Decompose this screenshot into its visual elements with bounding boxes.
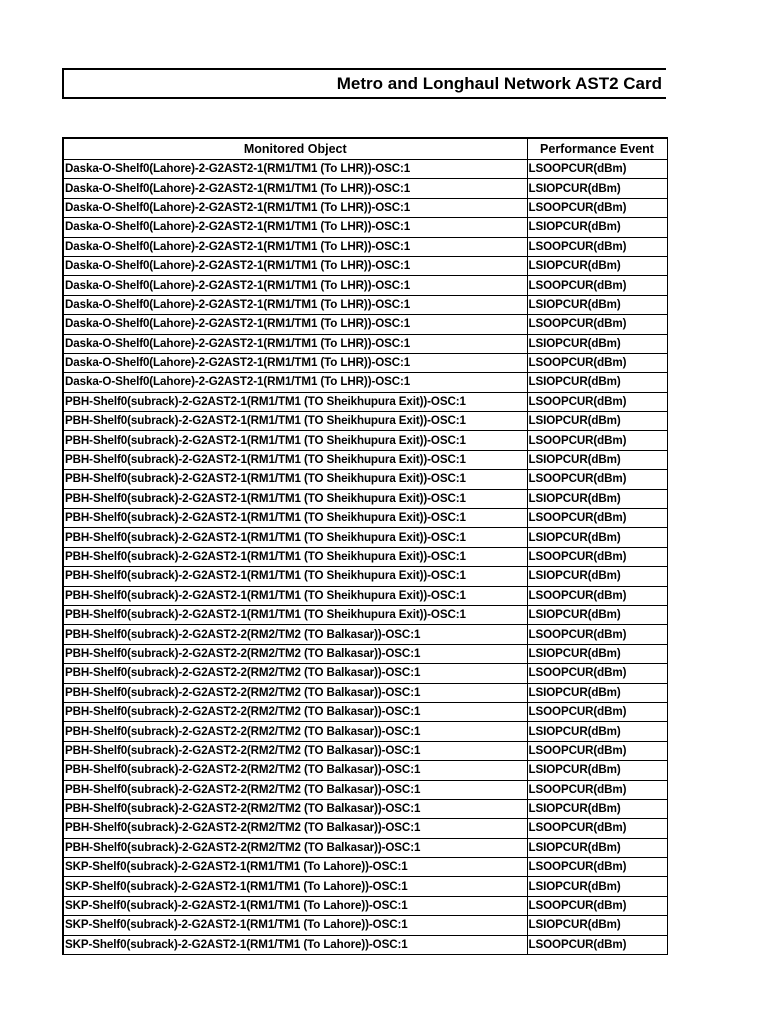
table-row	[63, 761, 667, 780]
table-row	[63, 160, 667, 179]
performance-event-cell: LSIOPCUR(dBm)	[527, 528, 667, 547]
performance-event-cell: LSOOPCUR(dBm)	[527, 780, 667, 799]
monitored-object-cell: PBH-Shelf0(subrack)-2-G2AST2-1(RM1/TM1 (TO Sheikhupura Exit))-OSC:1	[63, 470, 527, 489]
performance-event-cell: LSIOPCUR(dBm)	[527, 605, 667, 624]
table-row	[63, 509, 667, 528]
table-row	[63, 916, 667, 935]
table-row	[63, 528, 667, 547]
monitored-object-cell: SKP-Shelf0(subrack)-2-G2AST2-1(RM1/TM1 (To Lahore))-OSC:1	[63, 935, 527, 954]
performance-event-cell: LSIOPCUR(dBm)	[527, 761, 667, 780]
table-row	[63, 334, 667, 353]
monitored-object-cell: PBH-Shelf0(subrack)-2-G2AST2-2(RM2/TM2 (TO Balkasar))-OSC:1	[63, 838, 527, 857]
table-row	[63, 819, 667, 838]
monitored-object-cell: PBH-Shelf0(subrack)-2-G2AST2-2(RM2/TM2 (TO Balkasar))-OSC:1	[63, 625, 527, 644]
table-row	[63, 780, 667, 799]
table-row	[63, 838, 667, 857]
performance-event-cell: LSOOPCUR(dBm)	[527, 702, 667, 721]
performance-event-cell: LSIOPCUR(dBm)	[527, 799, 667, 818]
monitored-object-cell: PBH-Shelf0(subrack)-2-G2AST2-1(RM1/TM1 (TO Sheikhupura Exit))-OSC:1	[63, 567, 527, 586]
monitored-object-cell: PBH-Shelf0(subrack)-2-G2AST2-2(RM2/TM2 (TO Balkasar))-OSC:1	[63, 741, 527, 760]
table-row	[63, 179, 667, 198]
performance-event-cell: LSOOPCUR(dBm)	[527, 276, 667, 295]
performance-event-cell: LSIOPCUR(dBm)	[527, 489, 667, 508]
table-row	[63, 412, 667, 431]
monitored-object-cell: PBH-Shelf0(subrack)-2-G2AST2-2(RM2/TM2 (TO Balkasar))-OSC:1	[63, 819, 527, 838]
monitored-object-cell: Daska-O-Shelf0(Lahore)-2-G2AST2-1(RM1/TM1 (To LHR))-OSC:1	[63, 276, 527, 295]
title-box	[62, 68, 666, 99]
performance-event-cell: LSIOPCUR(dBm)	[527, 722, 667, 741]
monitored-object-cell: Daska-O-Shelf0(Lahore)-2-G2AST2-1(RM1/TM1 (To LHR))-OSC:1	[63, 256, 527, 275]
monitored-object-cell: Daska-O-Shelf0(Lahore)-2-G2AST2-1(RM1/TM1 (To LHR))-OSC:1	[63, 160, 527, 179]
table-row	[63, 373, 667, 392]
performance-event-cell: LSIOPCUR(dBm)	[527, 644, 667, 663]
performance-event-cell: LSOOPCUR(dBm)	[527, 935, 667, 954]
monitored-object-cell: SKP-Shelf0(subrack)-2-G2AST2-1(RM1/TM1 (To Lahore))-OSC:1	[63, 896, 527, 915]
performance-event-cell: LSIOPCUR(dBm)	[527, 412, 667, 431]
performance-event-cell: LSIOPCUR(dBm)	[527, 838, 667, 857]
monitored-object-cell: Daska-O-Shelf0(Lahore)-2-G2AST2-1(RM1/TM1 (To LHR))-OSC:1	[63, 198, 527, 217]
table-row	[63, 237, 667, 256]
monitored-object-cell: PBH-Shelf0(subrack)-2-G2AST2-1(RM1/TM1 (TO Sheikhupura Exit))-OSC:1	[63, 605, 527, 624]
table-row	[63, 431, 667, 450]
monitored-object-cell: PBH-Shelf0(subrack)-2-G2AST2-1(RM1/TM1 (TO Sheikhupura Exit))-OSC:1	[63, 528, 527, 547]
performance-event-cell: LSIOPCUR(dBm)	[527, 450, 667, 469]
monitored-object-cell: PBH-Shelf0(subrack)-2-G2AST2-2(RM2/TM2 (TO Balkasar))-OSC:1	[63, 761, 527, 780]
performance-event-cell: LSIOPCUR(dBm)	[527, 567, 667, 586]
performance-event-cell: LSOOPCUR(dBm)	[527, 198, 667, 217]
header-monitored-object: Monitored Object	[63, 138, 527, 160]
table-row	[63, 276, 667, 295]
table-row	[63, 625, 667, 644]
table-row	[63, 353, 667, 372]
monitored-object-cell: PBH-Shelf0(subrack)-2-G2AST2-2(RM2/TM2 (TO Balkasar))-OSC:1	[63, 722, 527, 741]
table-row	[63, 547, 667, 566]
monitored-object-cell: Daska-O-Shelf0(Lahore)-2-G2AST2-1(RM1/TM1 (To LHR))-OSC:1	[63, 334, 527, 353]
monitored-object-cell: PBH-Shelf0(subrack)-2-G2AST2-2(RM2/TM2 (TO Balkasar))-OSC:1	[63, 644, 527, 663]
monitored-object-cell: PBH-Shelf0(subrack)-2-G2AST2-2(RM2/TM2 (TO Balkasar))-OSC:1	[63, 799, 527, 818]
table-row	[63, 256, 667, 275]
table-row	[63, 605, 667, 624]
monitored-object-cell: PBH-Shelf0(subrack)-2-G2AST2-2(RM2/TM2 (TO Balkasar))-OSC:1	[63, 780, 527, 799]
monitored-object-cell: Daska-O-Shelf0(Lahore)-2-G2AST2-1(RM1/TM1 (To LHR))-OSC:1	[63, 218, 527, 237]
table-row	[63, 858, 667, 877]
monitored-object-cell: PBH-Shelf0(subrack)-2-G2AST2-2(RM2/TM2 (TO Balkasar))-OSC:1	[63, 702, 527, 721]
performance-event-cell: LSOOPCUR(dBm)	[527, 586, 667, 605]
table-row	[63, 198, 667, 217]
table-row	[63, 799, 667, 818]
performance-event-cell: LSOOPCUR(dBm)	[527, 470, 667, 489]
performance-event-cell: LSOOPCUR(dBm)	[527, 431, 667, 450]
performance-event-cell: LSOOPCUR(dBm)	[527, 664, 667, 683]
performance-event-cell: LSOOPCUR(dBm)	[527, 819, 667, 838]
performance-event-cell: LSOOPCUR(dBm)	[527, 160, 667, 179]
table-row	[63, 664, 667, 683]
table-row	[63, 586, 667, 605]
performance-event-cell: LSIOPCUR(dBm)	[527, 334, 667, 353]
table-row	[63, 567, 667, 586]
monitored-object-cell: PBH-Shelf0(subrack)-2-G2AST2-1(RM1/TM1 (TO Sheikhupura Exit))-OSC:1	[63, 431, 527, 450]
monitored-object-cell: PBH-Shelf0(subrack)-2-G2AST2-1(RM1/TM1 (TO Sheikhupura Exit))-OSC:1	[63, 509, 527, 528]
monitored-object-cell: SKP-Shelf0(subrack)-2-G2AST2-1(RM1/TM1 (To Lahore))-OSC:1	[63, 916, 527, 935]
table-row	[63, 722, 667, 741]
monitored-object-cell: Daska-O-Shelf0(Lahore)-2-G2AST2-1(RM1/TM1 (To LHR))-OSC:1	[63, 179, 527, 198]
monitored-object-cell: PBH-Shelf0(subrack)-2-G2AST2-1(RM1/TM1 (TO Sheikhupura Exit))-OSC:1	[63, 489, 527, 508]
table-row	[63, 392, 667, 411]
performance-event-cell: LSIOPCUR(dBm)	[527, 218, 667, 237]
monitored-object-cell: Daska-O-Shelf0(Lahore)-2-G2AST2-1(RM1/TM1 (To LHR))-OSC:1	[63, 295, 527, 314]
performance-event-cell: LSIOPCUR(dBm)	[527, 683, 667, 702]
table-row	[63, 450, 667, 469]
performance-event-cell: LSIOPCUR(dBm)	[527, 179, 667, 198]
performance-event-cell: LSIOPCUR(dBm)	[527, 256, 667, 275]
performance-event-cell: LSOOPCUR(dBm)	[527, 896, 667, 915]
performance-event-cell: LSOOPCUR(dBm)	[527, 625, 667, 644]
table-header-row	[63, 138, 667, 160]
monitored-object-cell: PBH-Shelf0(subrack)-2-G2AST2-1(RM1/TM1 (TO Sheikhupura Exit))-OSC:1	[63, 412, 527, 431]
monitored-object-cell: PBH-Shelf0(subrack)-2-G2AST2-2(RM2/TM2 (TO Balkasar))-OSC:1	[63, 664, 527, 683]
performance-event-cell: LSOOPCUR(dBm)	[527, 315, 667, 334]
monitored-object-cell: Daska-O-Shelf0(Lahore)-2-G2AST2-1(RM1/TM1 (To LHR))-OSC:1	[63, 373, 527, 392]
performance-event-cell: LSOOPCUR(dBm)	[527, 547, 667, 566]
monitored-object-cell: SKP-Shelf0(subrack)-2-G2AST2-1(RM1/TM1 (To Lahore))-OSC:1	[63, 858, 527, 877]
monitored-object-cell: PBH-Shelf0(subrack)-2-G2AST2-2(RM2/TM2 (TO Balkasar))-OSC:1	[63, 683, 527, 702]
monitored-object-cell: PBH-Shelf0(subrack)-2-G2AST2-1(RM1/TM1 (TO Sheikhupura Exit))-OSC:1	[63, 547, 527, 566]
monitored-object-cell: PBH-Shelf0(subrack)-2-G2AST2-1(RM1/TM1 (TO Sheikhupura Exit))-OSC:1	[63, 450, 527, 469]
monitored-object-cell: PBH-Shelf0(subrack)-2-G2AST2-1(RM1/TM1 (TO Sheikhupura Exit))-OSC:1	[63, 392, 527, 411]
table-row	[63, 470, 667, 489]
performance-event-cell: LSIOPCUR(dBm)	[527, 373, 667, 392]
table-row	[63, 218, 667, 237]
performance-event-cell: LSOOPCUR(dBm)	[527, 392, 667, 411]
performance-event-cell: LSOOPCUR(dBm)	[527, 858, 667, 877]
monitored-object-cell: SKP-Shelf0(subrack)-2-G2AST2-1(RM1/TM1 (To Lahore))-OSC:1	[63, 877, 527, 896]
performance-event-cell: LSOOPCUR(dBm)	[527, 509, 667, 528]
document-title: Metro and Longhaul Network AST2 Card	[336, 73, 662, 93]
table-row	[63, 295, 667, 314]
table-row	[63, 935, 667, 954]
monitored-object-cell: Daska-O-Shelf0(Lahore)-2-G2AST2-1(RM1/TM1 (To LHR))-OSC:1	[63, 315, 527, 334]
performance-event-cell: LSIOPCUR(dBm)	[527, 916, 667, 935]
table-row	[63, 896, 667, 915]
performance-event-cell: LSOOPCUR(dBm)	[527, 741, 667, 760]
monitored-object-cell: PBH-Shelf0(subrack)-2-G2AST2-1(RM1/TM1 (TO Sheikhupura Exit))-OSC:1	[63, 586, 527, 605]
performance-event-cell: LSIOPCUR(dBm)	[527, 295, 667, 314]
table-body	[63, 160, 667, 955]
performance-event-cell: LSOOPCUR(dBm)	[527, 237, 667, 256]
table-row	[63, 315, 667, 334]
header-performance-event: Performance Event	[527, 138, 667, 160]
table-row	[63, 877, 667, 896]
table-row	[63, 644, 667, 663]
table-row	[63, 741, 667, 760]
table-row	[63, 702, 667, 721]
performance-event-cell: LSIOPCUR(dBm)	[527, 877, 667, 896]
performance-event-cell: LSOOPCUR(dBm)	[527, 353, 667, 372]
performance-table	[62, 137, 668, 955]
monitored-object-cell: Daska-O-Shelf0(Lahore)-2-G2AST2-1(RM1/TM1 (To LHR))-OSC:1	[63, 353, 527, 372]
table-row	[63, 683, 667, 702]
table-row	[63, 489, 667, 508]
monitored-object-cell: Daska-O-Shelf0(Lahore)-2-G2AST2-1(RM1/TM1 (To LHR))-OSC:1	[63, 237, 527, 256]
